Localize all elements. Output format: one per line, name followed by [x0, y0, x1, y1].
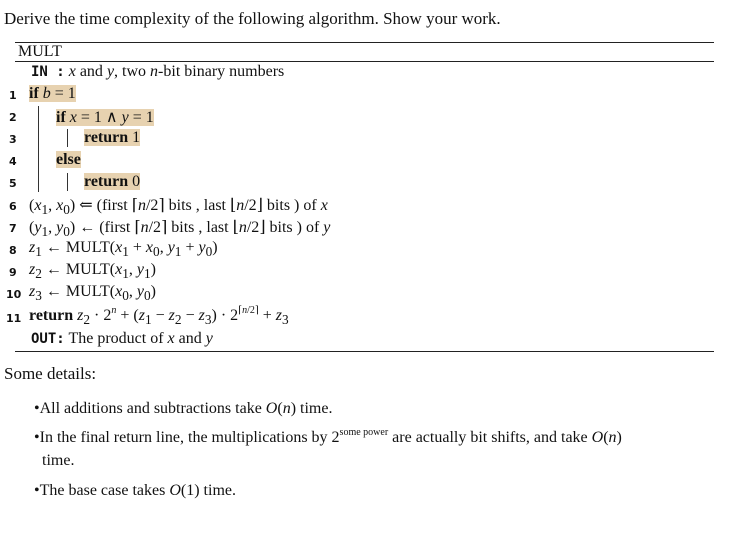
- line-10-content: $z_3$ ← $MULT(x_0$, $y_0$): [29, 283, 156, 304]
- algo-header-rule: [15, 61, 714, 62]
- line-number: 8: [9, 244, 17, 257]
- line-3-content: return 1: [84, 129, 141, 146]
- bullet: •: [34, 482, 40, 499]
- out-keyword: OUT:: [31, 331, 65, 347]
- line-4-content: else: [56, 151, 81, 168]
- algo-input: [31, 63, 284, 81]
- line-9-content: $z_2$ ← $MULT(x_1$, $y_1$): [29, 261, 156, 282]
- in-keyword: IN :: [31, 64, 65, 80]
- detail-item-1: •All additions and subtractions take O(n) time.: [34, 400, 333, 417]
- bullet: •: [34, 400, 40, 417]
- problem-prompt: Derive the time complexity of the following algorithm. Show your work.: [4, 9, 501, 28]
- line-number: 11: [6, 312, 22, 325]
- line-5-content: return 0: [84, 173, 141, 190]
- line-number: 9: [9, 266, 17, 279]
- algo-line-4: [56, 151, 81, 169]
- out-text: The product of x and y: [68, 330, 213, 347]
- line-number: 2: [9, 111, 17, 124]
- line-7-content: ($y_1$, $y_0$) ← (first ⌈n/2⌉ bits , last ⌊n/2⌋ bits ) of y: [29, 219, 331, 240]
- algo-output: [31, 330, 213, 348]
- detail-item-3: •The base case takes O(1) time.: [34, 482, 236, 499]
- line-number: 3: [9, 133, 17, 146]
- algo-line-1: [29, 85, 76, 103]
- algo-line-9: [29, 261, 156, 282]
- line-1-content: if b = 1: [29, 85, 76, 102]
- inner-bar: [67, 173, 68, 191]
- algo-top-rule: [15, 42, 714, 43]
- if-block-bar: [38, 106, 39, 192]
- algo-line-7: [29, 217, 330, 240]
- in-text: x and y, two n-bit binary numbers: [68, 63, 285, 80]
- algo-line-6: [29, 195, 328, 218]
- line-number: 1: [9, 89, 17, 102]
- algo-line-10: [29, 283, 156, 304]
- line-number: 6: [9, 200, 17, 213]
- line-6-content: ($x_1$, $x_0$) ⇐ (first ⌈n/2⌉ bits , last ⌊n/2⌋ bits ) of x: [29, 197, 328, 218]
- algo-line-2: [56, 107, 154, 127]
- algo-line-3: [84, 129, 140, 147]
- algo-line-11: [29, 307, 289, 328]
- detail-item-2-wrap: time.: [42, 452, 75, 469]
- line-number: 7: [9, 222, 17, 235]
- detail-item-2: •In the final return line, the multiplications by $2^{some power}$ are actually bit shifts, and take O(n): [34, 427, 622, 446]
- line-number: 10: [6, 288, 22, 301]
- details-title: Some details:: [4, 364, 97, 383]
- bullet: •: [34, 429, 40, 446]
- line-2-content: if x = 1 ∧ y = 1: [56, 109, 154, 126]
- algo-line-8: [29, 239, 218, 260]
- algo-line-5: [84, 173, 140, 191]
- inner-bar: [67, 129, 68, 147]
- algo-name: MULT: [18, 43, 62, 60]
- line-8-content: $z_1$ ← $MULT(x_1 + x_0$, $y_1 + y_0$): [29, 239, 218, 260]
- line-11-content: return $z_2 \cdot 2^n + (z_1 - z_2 - z_3) \cdot 2^{⌈n/2⌉} + z_3$: [29, 305, 289, 328]
- algo-bottom-rule: [15, 351, 714, 352]
- line-number: 5: [9, 177, 17, 190]
- line-number: 4: [9, 155, 17, 168]
